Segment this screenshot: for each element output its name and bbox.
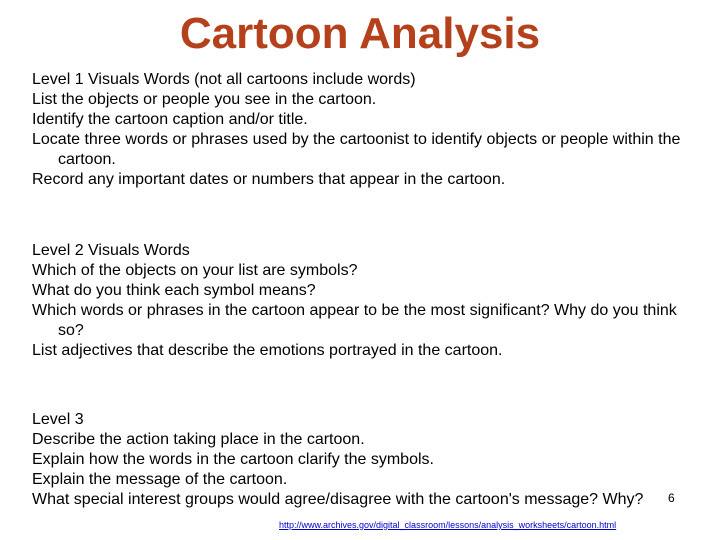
level-2-heading: Level 2 Visuals Words [32, 242, 190, 259]
level-1-heading: Level 1 Visuals Words (not all cartoons include words) [32, 71, 416, 88]
source-link[interactable]: http://www.archives.gov/digital_classroom/lessons/analysis_worksheets/cartoon.html [279, 520, 617, 530]
level-1-item: Locate three words or phrases used by the cartoonist to identify objects or people within the cartoon. [32, 131, 681, 168]
level-2-item: List adjectives that describe the emotions portrayed in the cartoon. [32, 342, 503, 359]
level-1-section [32, 70, 692, 190]
level-2-item: Which words or phrases in the cartoon appear to be the most significant? Why do you think so? [32, 302, 677, 339]
level-1-item: List the objects or people you see in the cartoon. [32, 91, 377, 108]
level-3-item: What special interest groups would agree/disagree with the cartoon's message? Why? [32, 491, 644, 508]
slide-number: 6 [668, 491, 675, 505]
level-3-item: Explain how the words in the cartoon clarify the symbols. [32, 451, 434, 468]
level-1-item: Record any important dates or numbers that appear in the cartoon. [32, 171, 506, 188]
level-2-item: Which of the objects on your list are symbols? [32, 262, 358, 279]
level-3-item: Describe the action taking place in the cartoon. [32, 431, 365, 448]
level-2-section [32, 241, 692, 361]
level-3-item: Explain the message of the cartoon. [32, 471, 288, 488]
level-2-item: What do you think each symbol means? [32, 282, 316, 299]
level-1-item: Identify the cartoon caption and/or title. [32, 111, 308, 128]
level-3-heading: Level 3 [32, 411, 84, 428]
page-title: Cartoon Analysis [179, 9, 541, 58]
level-3-section [32, 410, 692, 510]
